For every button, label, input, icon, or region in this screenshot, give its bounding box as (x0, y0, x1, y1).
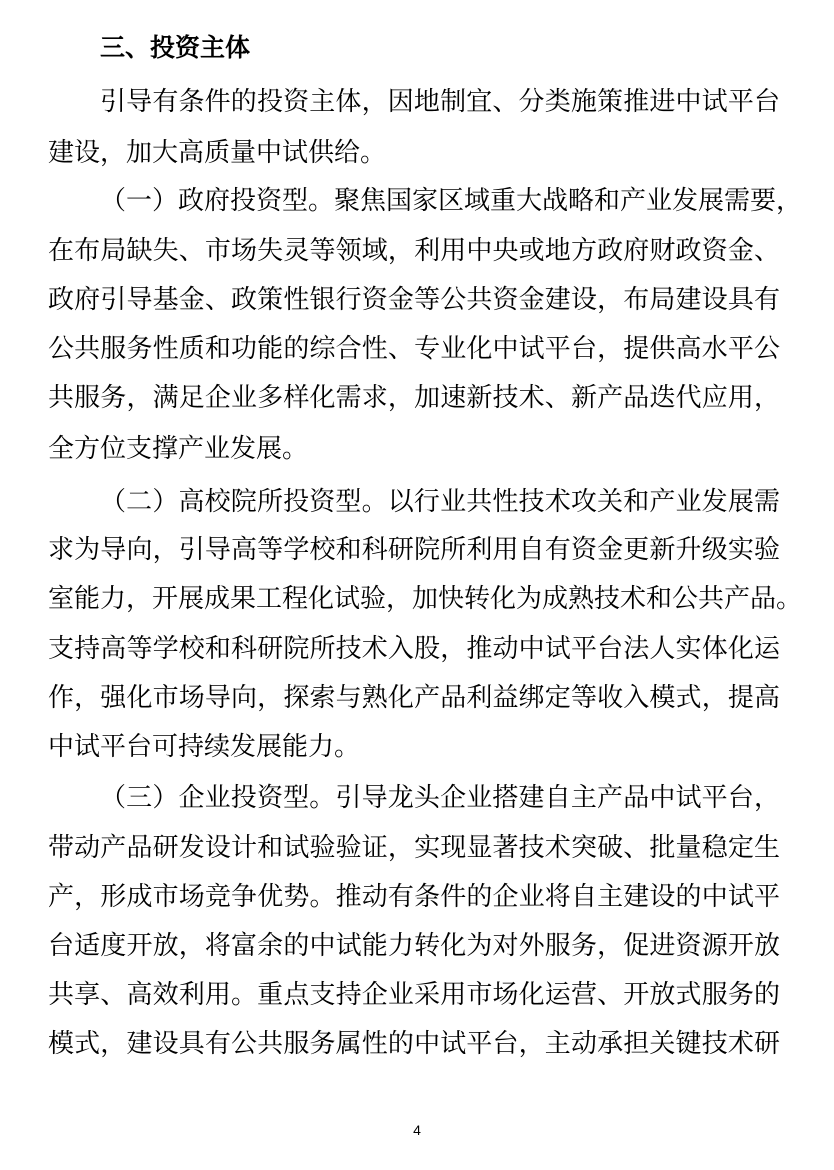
paragraph-line: 中试平台可持续发展能力。 (48, 732, 361, 762)
paragraph-line: 在布局缺失、市场失灵等领域，利用中央或地方政府财政资金、 (48, 236, 780, 266)
page-number: 4 (413, 1122, 421, 1138)
paragraph-line: （二）高校院所投资型。以行业共性技术攻关和产业发展需 (100, 487, 780, 517)
paragraph-line: 公共服务性质和功能的综合性、专业化中试平台，提供高水平公 (48, 334, 780, 364)
paragraph-line: 台适度开放，将富余的中试能力转化为对外服务，促进资源开放 (48, 931, 780, 961)
paragraph-line: 求为导向，引导高等学校和科研院所利用自有资金更新升级实验 (48, 535, 780, 565)
paragraph-line: 模式，建设具有公共服务属性的中试平台，主动承担关键技术研 (48, 1029, 780, 1059)
paragraph-line: （三）企业投资型。引导龙头企业搭建自主产品中试平台， (100, 783, 780, 813)
paragraph-line: 政府引导基金、政策性银行资金等公共资金建设，布局建设具有 (48, 285, 780, 315)
paragraph-line: 支持高等学校和科研院所技术入股，推动中试平台法人实体化运 (48, 634, 780, 664)
paragraph-line: 全方位支撑产业发展。 (48, 434, 309, 464)
section-heading: 三、投资主体 (100, 33, 251, 62)
paragraph-line: （一）政府投资型。聚焦国家区域重大战略和产业发展需要， (100, 186, 803, 216)
paragraph-line: 建设，加大高质量中试供给。 (48, 138, 387, 168)
paragraph-line: 引导有条件的投资主体，因地制宜、分类施策推进中试平台 (100, 87, 780, 117)
paragraph-line: 共服务，满足企业多样化需求，加速新技术、新产品迭代应用， (48, 383, 780, 413)
paragraph-line: 作，强化市场导向，探索与熟化产品利益绑定等收入模式，提高 (48, 683, 780, 713)
paragraph-line: 室能力，开展成果工程化试验，加快转化为成熟技术和公共产品。 (48, 584, 803, 614)
paragraph-line: 共享、高效利用。重点支持企业采用市场化运营、开放式服务的 (48, 980, 780, 1010)
paragraph-line: 带动产品研发设计和试验验证，实现显著技术突破、批量稳定生 (48, 833, 780, 863)
paragraph-line: 产，形成市场竞争优势。推动有条件的企业将自主建设的中试平 (48, 882, 780, 912)
